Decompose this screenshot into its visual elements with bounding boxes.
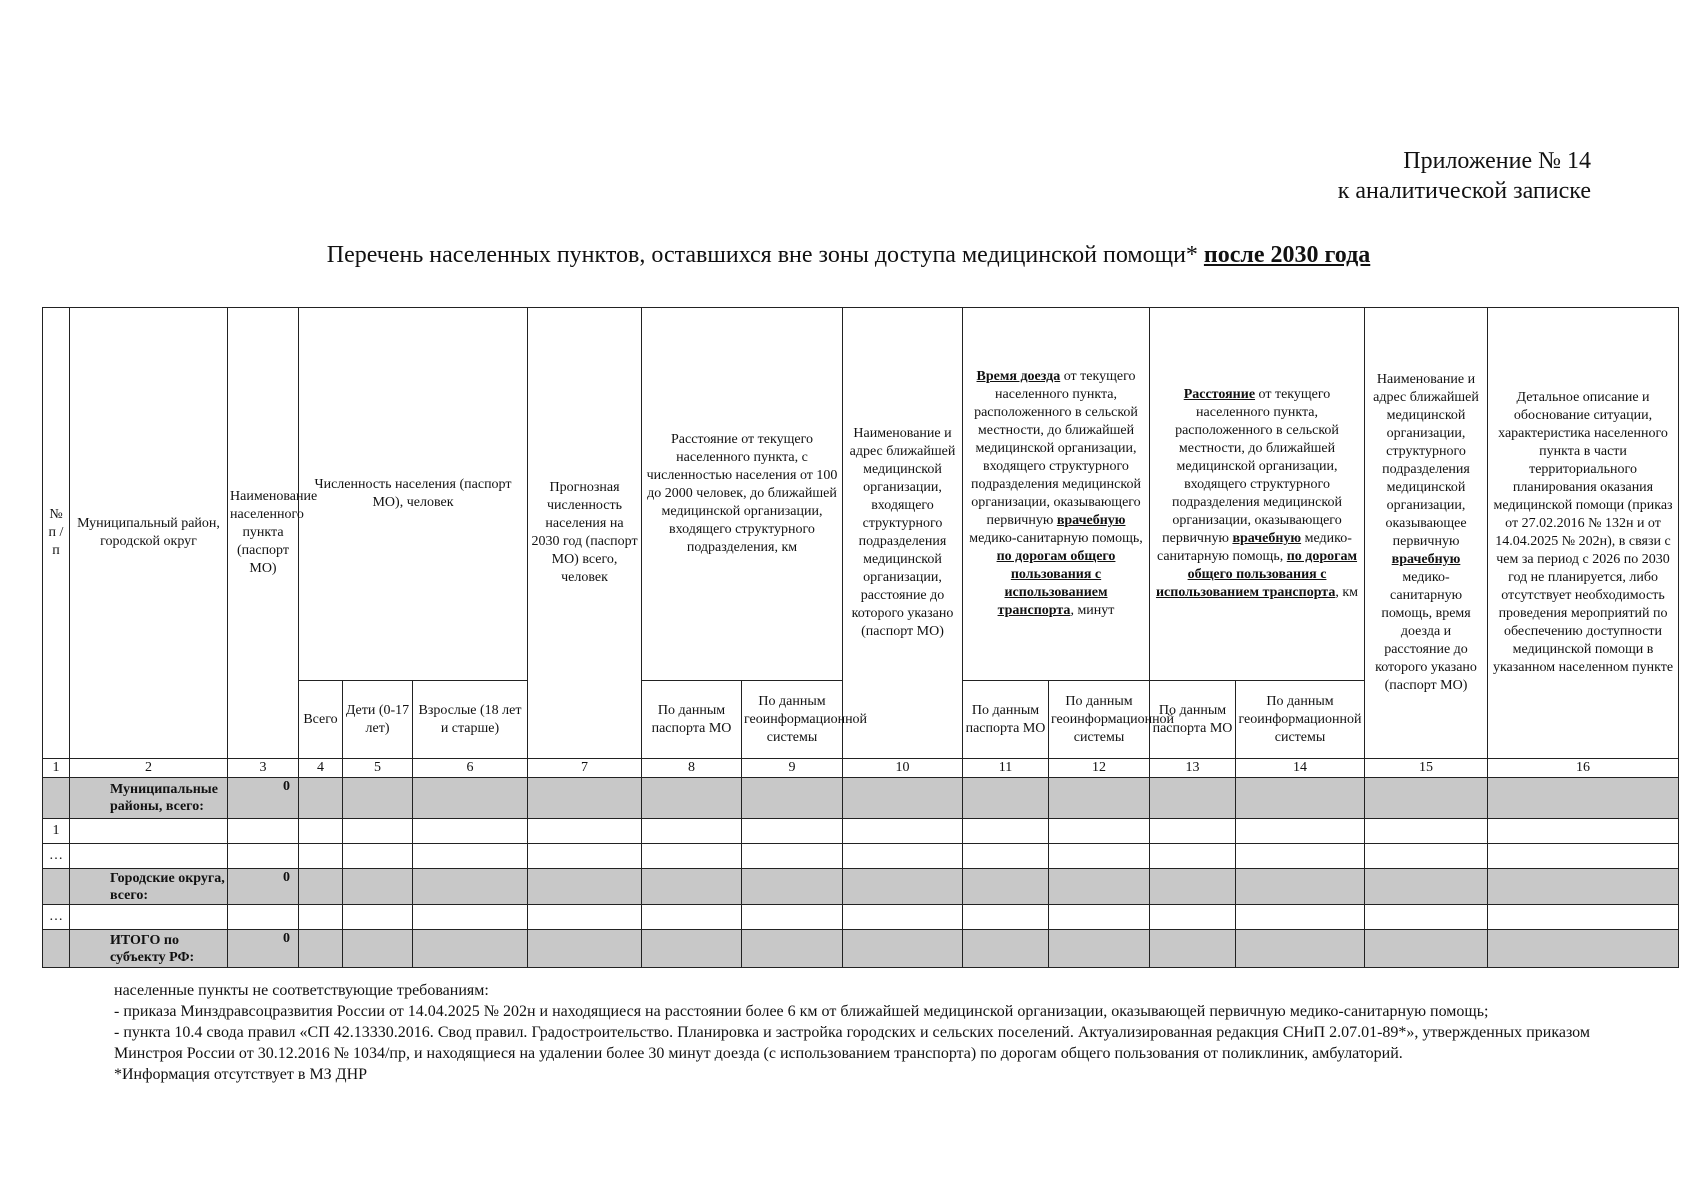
column-number: 10 <box>843 759 963 778</box>
header-col-nearest-mo: Наименование и адрес ближайшей медицинской организации, входящего структурного подразделения медицинской организации, расстояние до которого указано (паспорт МО) <box>843 308 963 759</box>
column-number: 14 <box>1236 759 1365 778</box>
table-row <box>43 905 1679 930</box>
column-numbers-row <box>43 759 1679 778</box>
footnote-info: *Информация отсутствует в МЗ ДНР <box>114 1066 368 1083</box>
footnote-sp: - пункта 10.4 свода правил «СП 42.13330.2016. Свод правил. Градостроительство. Планировка и застройка городских и сельских поселений. Актуализированная редакция СНиП 2.07.01-89*», утвержденных приказом Минстроя России от 30.12.2016 № 1034/пр, и находящиеся на удалении более 30 минут доезда (с использованием транспорта) по дорогам общего пользования от поликлиник, амбулаторий. <box>114 1024 1590 1062</box>
header-col-children: Дети (0-17 лет) <box>343 681 413 759</box>
city-districts-value: 0 <box>228 869 299 905</box>
header-col-district: Муниципальный район, городской округ <box>70 308 228 759</box>
column-number: 2 <box>70 759 228 778</box>
city-districts-label: Городские округа, всего: <box>70 869 228 905</box>
header-col-adults: Взрослые (18 лет и старше) <box>413 681 528 759</box>
title-main: Перечень населенных пунктов, оставшихся вне зоны доступа медицинской помощи* <box>326 242 1198 268</box>
column-number: 6 <box>413 759 528 778</box>
footnote-intro: населенные пункты не соответствующие требованиям: <box>114 982 489 999</box>
row-ellipsis: … <box>43 844 70 869</box>
footnote-order: - приказа Минздравсоцразвития России от 14.04.2025 № 202н и находящиеся на расстоянии более 6 км от ближайшей медицинской организации, оказывающей первичную медико-санитарную помощь; <box>114 1003 1489 1020</box>
column-number: 12 <box>1049 759 1150 778</box>
column-number: 5 <box>343 759 413 778</box>
header-col-total: Всего <box>299 681 343 759</box>
settlements-table <box>42 307 1679 968</box>
column-number: 11 <box>963 759 1049 778</box>
table-row <box>43 844 1679 869</box>
header-rural-distance-group: Расстояние от текущего населенного пункта, расположенного в сельской местности, до ближайшей медицинской организации, входящего структурного подразделения медицинской организации, оказывающего первичную врачебную медико-санитарную помощь, по дорогам общего пользования с использованием транспорта, км <box>1150 308 1365 681</box>
header-col-rural-passport: По данным паспорта МО <box>1150 681 1236 759</box>
table-row <box>43 819 1679 844</box>
municipal-districts-row <box>43 778 1679 819</box>
appendix-number: Приложение № 14 <box>1403 148 1591 174</box>
document-title <box>0 242 1697 269</box>
header-col-distance-gis: По данным геоинформационной системы <box>742 681 843 759</box>
header-travel-time-group: Время доезда от текущего населенного пункта, расположенного в сельской местности, до ближайшей медицинской организации, входящего структурного подразделения медицинской организации, оказывающего первичную врачебную медико-санитарную помощь, по дорогам общего пользования с использованием транспорта, минут <box>963 308 1150 681</box>
header-col-number: № п / п <box>43 308 70 759</box>
row-number: 1 <box>43 819 70 844</box>
column-number: 1 <box>43 759 70 778</box>
header-col-forecast: Прогнозная численность населения на 2030 год (паспорт МО) всего, человек <box>528 308 642 759</box>
city-districts-row <box>43 869 1679 905</box>
column-number: 16 <box>1488 759 1679 778</box>
column-number: 4 <box>299 759 343 778</box>
header-col-primary-care-mo: Наименование и адрес ближайшей медицинской организации, структурного подразделения медицинской организации, оказывающее первичную врачебную медико-санитарную помощь, время доезда и расстояние до которого указано (паспорт МО) <box>1365 308 1488 759</box>
column-number: 7 <box>528 759 642 778</box>
column-number: 3 <box>228 759 299 778</box>
column-number: 13 <box>1150 759 1236 778</box>
total-row <box>43 930 1679 968</box>
total-value: 0 <box>228 930 299 968</box>
header-distance-group: Расстояние от текущего населенного пункта, с численностью населения от 100 до 2000 человек, до ближайшей медицинской организации, входящего структурного подразделения, км <box>642 308 843 681</box>
total-label: ИТОГО по субъекту РФ: <box>70 930 228 968</box>
column-number: 15 <box>1365 759 1488 778</box>
column-number: 9 <box>742 759 843 778</box>
header-col-time-gis: По данным геоинформационной системы <box>1049 681 1150 759</box>
row-ellipsis: … <box>43 905 70 930</box>
column-number: 8 <box>642 759 742 778</box>
footnotes <box>114 980 1590 1085</box>
title-emphasis: после 2030 года <box>1203 242 1371 268</box>
header-col-description: Детальное описание и обоснование ситуации, характеристика населенного пункта в части территориального планирования оказания медицинской помощи (приказ от 27.02.2016 № 132н и от 14.04.2025 № 202н), в связи с чем за период с 2026 по 2030 год не планируется, либо отсутствует необходимость проведения мероприятий по обеспечению доступности медицинской помощи в указанном населенном пункте <box>1488 308 1679 759</box>
appendix-subtitle: к аналитической записке <box>1337 178 1591 204</box>
header-col-rural-gis: По данным геоинформационной системы <box>1236 681 1365 759</box>
header-col-time-passport: По данным паспорта МО <box>963 681 1049 759</box>
header-population-group: Численность населения (паспорт МО), человек <box>299 308 528 681</box>
appendix-header <box>1338 146 1591 206</box>
header-col-distance-passport: По данным паспорта МО <box>642 681 742 759</box>
municipal-districts-value: 0 <box>228 778 299 819</box>
header-col-settlement: Наименование населенного пункта (паспорт МО) <box>228 308 299 759</box>
municipal-districts-label: Муниципальные районы, всего: <box>70 778 228 819</box>
